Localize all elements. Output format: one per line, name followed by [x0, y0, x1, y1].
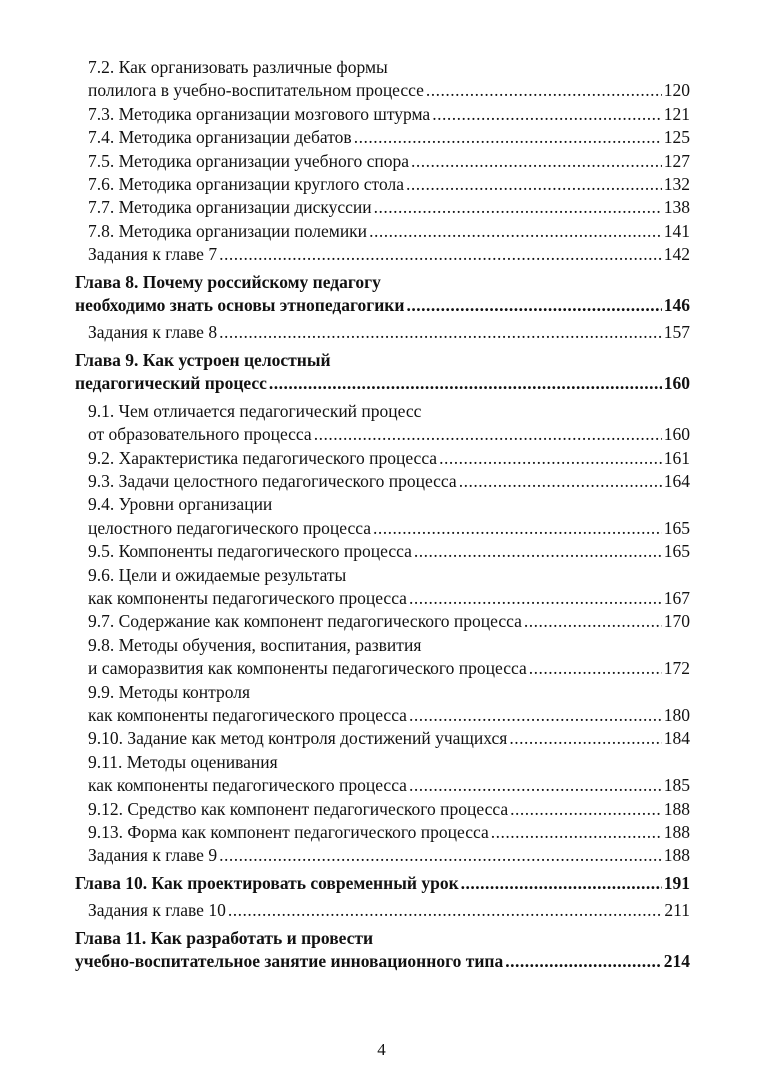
dot-leader [509, 727, 661, 750]
toc-page-number: 141 [663, 220, 690, 241]
toc-page-number: 180 [663, 704, 690, 725]
toc-section-entry [75, 321, 690, 344]
toc-page-number: 160 [663, 373, 690, 394]
dot-leader [414, 540, 662, 563]
toc-entry-title-line: от образовательного процесса [88, 424, 312, 445]
toc-page-number: 188 [663, 845, 690, 866]
toc-entry-title-line: 9.13. Форма как компонент педагогического процесса [88, 822, 489, 842]
toc-section-entry [75, 447, 690, 470]
toc-entry-title-line: 7.6. Методика организации круглого стола [88, 174, 404, 195]
toc-page-number: 138 [663, 197, 690, 218]
toc-entry-title-line: Задания к главе 9 [88, 845, 218, 866]
toc-page-number: 161 [663, 447, 690, 468]
toc-entry-title-line: как компоненты педагогического процесса [88, 704, 407, 725]
toc-entry-title-line: Задания к главе 10 [88, 900, 226, 921]
toc-entry-title-line: 7.3. Методика организации мозгового штурма [88, 103, 431, 124]
dot-leader [219, 243, 662, 266]
toc-entry-title-line: Глава 8. Почему российскому педагогу [75, 271, 381, 292]
dot-leader [374, 196, 662, 219]
toc-entry-title-line: 7.7. Методика организации дискуссии [88, 197, 372, 218]
toc-page-number: 185 [663, 775, 690, 796]
dot-leader [426, 79, 662, 102]
toc-section-entry [75, 56, 690, 103]
toc-page-number: 146 [663, 295, 690, 316]
dot-leader [373, 517, 662, 540]
toc-page-number: 132 [663, 174, 690, 195]
toc-section-entry [75, 899, 690, 922]
toc-entry-title-line: Глава 9. Как устроен целостный [75, 349, 331, 370]
toc-page-number: 142 [663, 244, 690, 265]
toc-entry-title-line: 9.1. Чем отличается педагогический процесс [88, 400, 422, 421]
dot-leader [459, 470, 662, 493]
toc-section-entry [75, 798, 690, 821]
toc-section-entry [75, 173, 690, 196]
toc-chapter-entry [75, 349, 690, 396]
table-of-contents [75, 56, 690, 973]
toc-section-entry [75, 150, 690, 173]
toc-section-entry [75, 540, 690, 563]
toc-chapter-entry [75, 271, 690, 318]
dot-leader [219, 844, 662, 867]
toc-section-entry [75, 564, 690, 611]
toc-entry-title-line: 9.6. Цели и ожидаемые результаты [88, 564, 347, 585]
toc-entry-title-line: необходимо знать основы этнопедагогики [75, 295, 405, 316]
toc-entry-title-line: 9.7. Содержание как компонент педагогического процесса [88, 611, 522, 632]
toc-entry-title-line: полилога в учебно-воспитательном процессе [88, 80, 424, 101]
dot-leader [491, 821, 662, 844]
toc-section-entry [75, 821, 690, 844]
toc-page-number: 157 [663, 322, 690, 343]
toc-page-number: 165 [663, 541, 690, 562]
toc-entry-title-line: целостного педагогического процесса [88, 517, 372, 538]
toc-page-number: 191 [663, 872, 690, 893]
toc-entry-title-line: Задания к главе 8 [88, 322, 218, 343]
toc-section-entry [75, 493, 690, 540]
dot-leader [510, 798, 662, 821]
toc-entry-title-line: 9.10. Задание как метод контроля достижений учащихся [88, 728, 508, 749]
toc-entry-title-line: 9.11. Методы оценивания [88, 751, 278, 772]
toc-page-number: 184 [663, 728, 690, 749]
page-number: 4 [377, 1040, 386, 1059]
toc-entry-title-line: как компоненты педагогического процесса [88, 775, 407, 796]
toc-page-number: 188 [663, 798, 690, 819]
toc-entry-title-line: 9.2. Характеристика педагогического процесса [88, 447, 438, 468]
dot-leader [409, 704, 662, 727]
toc-page-number: 214 [663, 951, 690, 972]
toc-section-entry [75, 243, 690, 266]
toc-page-number: 125 [663, 127, 690, 148]
toc-section-entry [75, 400, 690, 447]
toc-section-entry [75, 126, 690, 149]
toc-entry-title-line: 9.9. Методы контроля [88, 681, 251, 702]
dot-leader [505, 950, 662, 973]
toc-entry-title-line: и саморазвития как компоненты педагогического процесса [88, 658, 527, 679]
dot-leader [409, 774, 662, 797]
toc-section-entry [75, 103, 690, 126]
toc-page-number: 127 [663, 150, 690, 171]
toc-entry-title-line: Глава 11. Как разработать и провести [75, 927, 374, 948]
toc-page-number: 165 [663, 517, 690, 538]
toc-entry-title-line: 9.3. Задачи целостного педагогического процесса [88, 470, 457, 491]
toc-entry-title-line: Глава 10. Как проектировать современный урок [75, 872, 459, 893]
toc-entry-title-line: как компоненты педагогического процесса [88, 587, 407, 608]
toc-entry-title-line: 9.12. Средство как компонент педагогического процесса [88, 798, 509, 819]
dot-leader [409, 587, 662, 610]
toc-entry-title-line: педагогический процесс [75, 373, 267, 394]
toc-section-entry [75, 751, 690, 798]
toc-section-entry [75, 470, 690, 493]
toc-section-entry [75, 220, 690, 243]
toc-page-number: 188 [663, 822, 690, 842]
toc-page-number: 160 [663, 424, 690, 445]
dot-leader [439, 447, 662, 470]
toc-entry-title-line: 7.4. Методика организации дебатов [88, 127, 352, 148]
toc-page-number: 167 [663, 587, 690, 608]
dot-leader [269, 372, 662, 395]
dot-leader [314, 423, 662, 446]
toc-entry-title-line: учебно-воспитательное занятие инновационного типа [75, 951, 504, 972]
toc-page-number: 172 [663, 658, 690, 679]
toc-page-number: 211 [664, 900, 690, 921]
toc-entry-title-line: 7.5. Методика организации учебного спора [88, 150, 409, 171]
toc-page-number: 164 [663, 470, 690, 491]
toc-page-number: 121 [663, 103, 690, 124]
dot-leader [432, 103, 662, 126]
toc-section-entry [75, 610, 690, 633]
toc-entry-title-line: 7.2. Как организовать различные формы [88, 57, 388, 77]
toc-entry-title-line: Задания к главе 7 [88, 244, 218, 265]
toc-entry-title-line: 9.4. Уровни организации [88, 494, 273, 515]
toc-section-entry [75, 634, 690, 681]
dot-leader [406, 294, 661, 317]
dot-leader [228, 899, 663, 922]
toc-section-entry [75, 681, 690, 728]
dot-leader [524, 610, 662, 633]
toc-page-number: 120 [663, 80, 690, 101]
toc-section-entry [75, 727, 690, 750]
dot-leader [219, 321, 662, 344]
toc-chapter-entry [75, 927, 690, 974]
toc-section-entry [75, 196, 690, 219]
toc-page-number: 170 [663, 611, 690, 632]
dot-leader [369, 220, 662, 243]
toc-entry-title-line: 7.8. Методика организации полемики [88, 220, 368, 241]
dot-leader [411, 150, 662, 173]
dot-leader [529, 657, 662, 680]
dot-leader [406, 173, 662, 196]
toc-entry-title-line: 9.8. Методы обучения, воспитания, развития [88, 634, 422, 655]
toc-entry-title-line: 9.5. Компоненты педагогического процесса [88, 541, 412, 562]
dot-leader [461, 872, 662, 895]
toc-section-entry [75, 844, 690, 867]
toc-chapter-entry [75, 872, 690, 895]
dot-leader [354, 126, 662, 149]
